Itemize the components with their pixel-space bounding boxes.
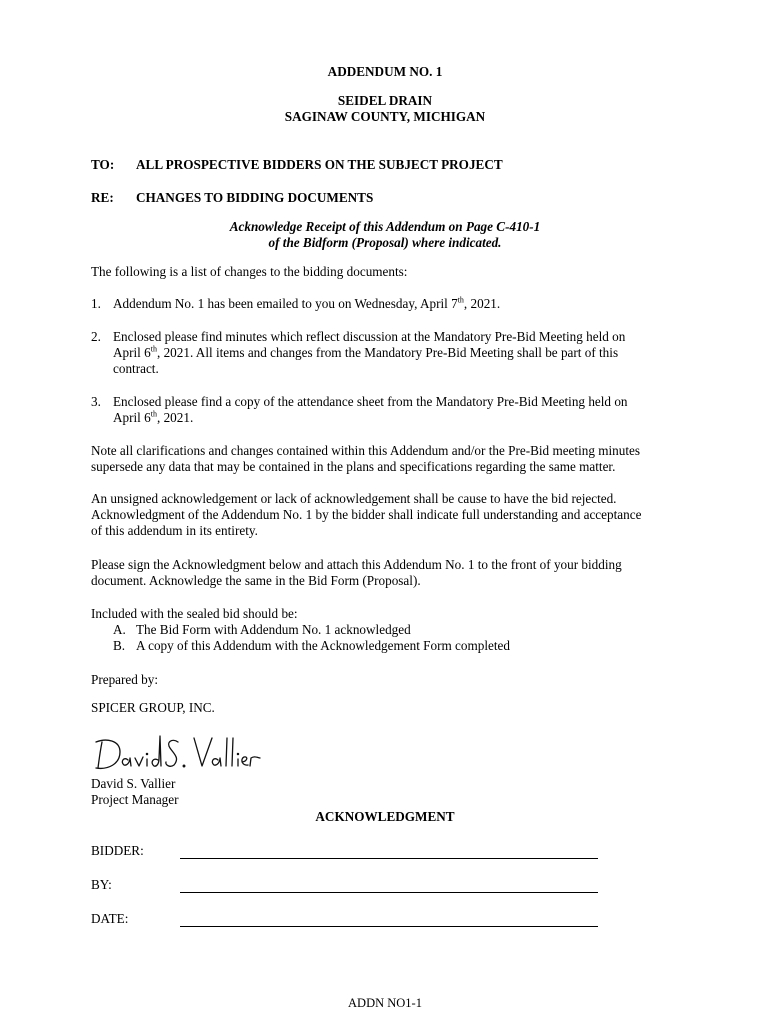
included-item-text: A copy of this Addendum with the Acknowledgement Form completed: [136, 638, 510, 653]
item-number: 2.: [91, 329, 101, 344]
signer-title: Project Manager: [91, 792, 179, 807]
sign-paragraph-line1: Please sign the Acknowledgment below and attach this Addendum No. 1 to the front of your bidding: [91, 557, 622, 572]
addendum-title: ADDENDUM NO. 1: [327, 64, 443, 79]
by-label: BY:: [91, 877, 112, 892]
item-number: 1.: [91, 296, 101, 311]
sign-paragraph-line2: document. Acknowledge the same in the Bid Form (Proposal).: [91, 573, 421, 588]
included-item-letter: A.: [113, 622, 126, 637]
included-item-text: The Bid Form with Addendum No. 1 acknowledged: [136, 622, 411, 637]
bidder-signature-line[interactable]: [180, 858, 598, 859]
project-county: SAGINAW COUNTY, MICHIGAN: [284, 109, 486, 124]
prepared-by-label: Prepared by:: [91, 672, 159, 687]
intro-text: The following is a list of changes to the bidding documents:: [91, 264, 408, 279]
item-1-text: Addendum No. 1 has been emailed to you on Wednesday, April 7th, 2021.: [113, 295, 501, 311]
item-3-line1: Enclosed please find a copy of the attendance sheet from the Mandatory Pre-Bid Meeting held on: [113, 394, 628, 409]
item-2-line1: Enclosed please find minutes which reflect discussion at the Mandatory Pre-Bid Meeting held on: [113, 329, 626, 344]
signer-name: David S. Vallier: [91, 776, 176, 791]
re-text: CHANGES TO BIDDING DOCUMENTS: [136, 190, 374, 205]
item-2-line2: April 6th, 2021. All items and changes from the Mandatory Pre-Bid Meeting shall be part of this: [113, 344, 619, 360]
included-heading: Included with the sealed bid should be:: [91, 606, 298, 621]
item-2-line3: contract.: [113, 361, 159, 376]
company-name: SPICER GROUP, INC.: [91, 700, 215, 715]
re-label: RE:: [91, 190, 114, 205]
unsigned-paragraph-line2: Acknowledgment of the Addendum No. 1 by the bidder shall indicate full understanding and acceptance: [91, 507, 642, 522]
unsigned-paragraph-line1: An unsigned acknowledgement or lack of acknowledgement shall be cause to have the bid rejected.: [91, 491, 617, 506]
page-footer: ADDN NO1-1: [348, 996, 422, 1010]
note-paragraph-line2: supersede any data that may be contained in the plans and specifications regarding the same matter.: [91, 459, 616, 474]
acknowledge-note-line2: of the Bidform (Proposal) where indicated.: [268, 235, 502, 250]
item-number: 3.: [91, 394, 101, 409]
acknowledgment-title: ACKNOWLEDGMENT: [315, 809, 455, 824]
by-signature-line[interactable]: [180, 892, 598, 893]
bidder-label: BIDDER:: [91, 843, 144, 858]
to-text: ALL PROSPECTIVE BIDDERS ON THE SUBJECT PROJECT: [136, 157, 503, 172]
note-paragraph-line1: Note all clarifications and changes contained within this Addendum and/or the Pre-Bid meeting minutes: [91, 443, 640, 458]
to-label: TO:: [91, 157, 115, 172]
handwritten-signature: [90, 728, 270, 780]
item-3-line2: April 6th, 2021.: [113, 409, 194, 425]
unsigned-paragraph-line3: of this addendum in its entirety.: [91, 523, 258, 538]
project-name: SEIDEL DRAIN: [337, 93, 433, 108]
acknowledge-note-line1: Acknowledge Receipt of this Addendum on Page C-410-1: [229, 219, 541, 234]
date-label: DATE:: [91, 911, 129, 926]
date-signature-line[interactable]: [180, 926, 598, 927]
included-item-letter: B.: [113, 638, 126, 653]
